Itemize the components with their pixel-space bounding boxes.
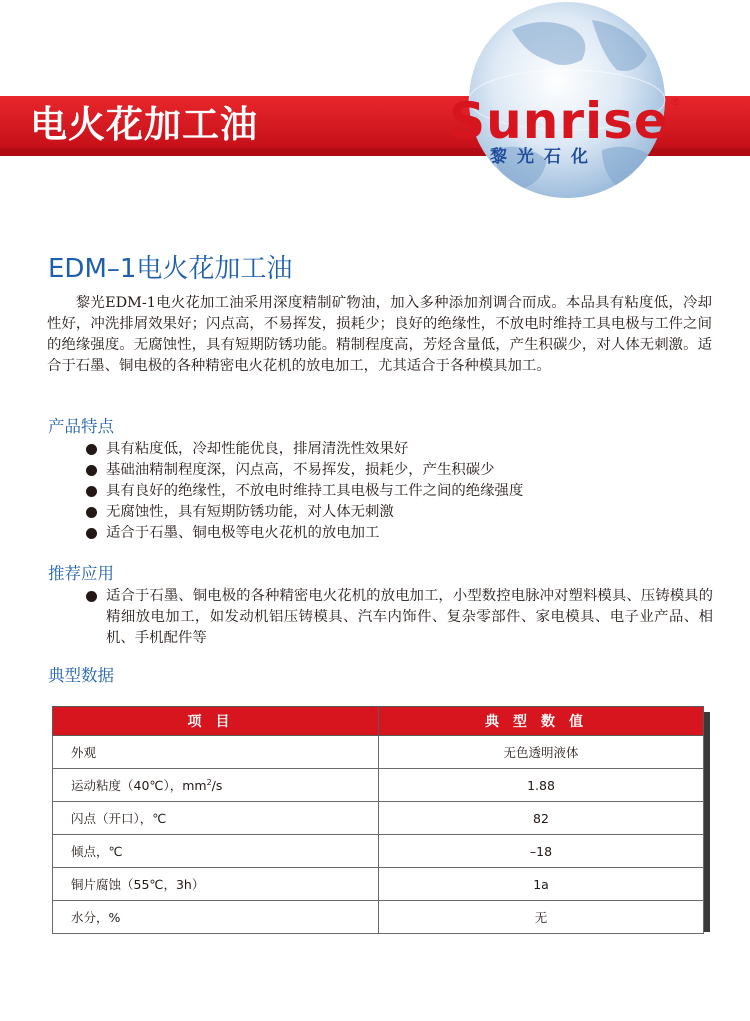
- table-row: [53, 835, 704, 868]
- row-value: 1a: [379, 868, 704, 901]
- table-row: [53, 802, 704, 835]
- table-row: [53, 868, 704, 901]
- bullet-icon: [86, 465, 97, 476]
- row-value: 无: [379, 901, 704, 934]
- column-header-item: 项目: [53, 707, 379, 736]
- row-value: 1.88: [379, 769, 704, 802]
- row-value: 82: [379, 802, 704, 835]
- bullet-icon: [86, 507, 97, 518]
- list-item: 基础油精制程度深，闪点高，不易挥发，损耗少，产生积碳少: [85, 460, 645, 481]
- column-header-value: 典型数值: [379, 707, 704, 736]
- table-header-row: [53, 707, 704, 736]
- applications-heading: 推荐应用: [48, 564, 114, 583]
- list-item: 无腐蚀性，具有短期防锈功能，对人体无刺激: [85, 502, 645, 523]
- list-item: 适合于石墨、铜电极的各种精密电火花机的放电加工，小型数控电脉冲对塑料模具、压铸模具的精细放电加工，如发动机铝压铸模具、汽车内饰件、复杂零部件、家电模具、电子业产品、相机、手机配件等: [85, 586, 713, 649]
- table-row: [53, 736, 704, 769]
- row-item: 水分，%: [53, 901, 379, 934]
- row-item: 倾点，℃: [53, 835, 379, 868]
- table-row: [53, 901, 704, 934]
- row-item: 铜片腐蚀（55℃，3h）: [53, 868, 379, 901]
- bullet-icon: [86, 486, 97, 497]
- features-heading: 产品特点: [48, 417, 114, 436]
- row-item: 闪点（开口），℃: [53, 802, 379, 835]
- brand-name: Sunrise: [449, 92, 669, 150]
- product-title: EDM–1电火花加工油: [48, 254, 293, 284]
- applications-list: [85, 586, 713, 649]
- row-value: 无色透明液体: [379, 736, 704, 769]
- bullet-icon: [86, 528, 97, 539]
- bullet-icon: [86, 444, 97, 455]
- brand-logo: [434, 92, 694, 167]
- features-list: [85, 439, 645, 544]
- table-row: [53, 769, 704, 802]
- row-item: 外观: [53, 736, 379, 769]
- list-item: 具有良好的绝缘性，不放电时维持工具电极与工件之间的绝缘强度: [85, 481, 645, 502]
- row-value: –18: [379, 835, 704, 868]
- typical-data-heading: 典型数据: [48, 666, 114, 685]
- list-item: 具有粘度低，冷却性能优良，排屑清洗性效果好: [85, 439, 645, 460]
- registered-mark: ®: [670, 95, 681, 108]
- page-banner-title: 电火花加工油: [30, 103, 258, 146]
- typical-data-table: [52, 706, 704, 934]
- product-description: 黎光EDM-1电火花加工油采用深度精制矿物油，加入多种添加剂调合而成。本品具有粘度低，冷却性好，冲洗排屑效果好；闪点高，不易挥发，损耗少；良好的绝缘性，不放电时维持工具电极与工件之间的绝缘强度。无腐蚀性，具有短期防锈功能。精制程度高，芳烃含量低，产生积碳少，对人体无刺激。适合于石墨、铜电极的各种精密电火花机的放电加工，尤其适合于各种模具加工。: [47, 295, 712, 374]
- list-item: 适合于石墨、铜电极等电火花机的放电加工: [85, 523, 645, 544]
- row-item: 运动粘度（40℃），$mm^2/s$: [53, 769, 379, 802]
- brand-chinese-name: 黎光石化: [490, 147, 598, 167]
- bullet-icon: [86, 591, 97, 602]
